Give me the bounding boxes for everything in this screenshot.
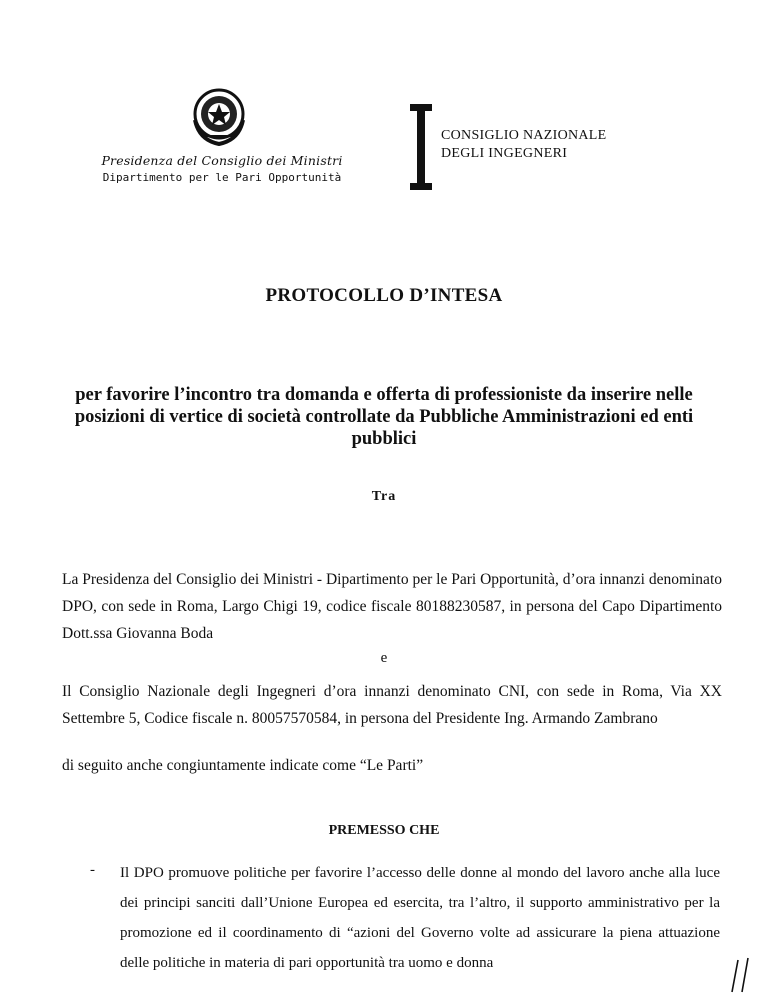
cni-name-line2: DEGLI INGEGNERI	[441, 146, 568, 161]
conjunction: e	[380, 650, 388, 666]
handwritten-initials	[718, 954, 758, 994]
office-name: Presidenza del Consiglio dei Ministri	[101, 153, 343, 168]
emblem-icon	[183, 80, 255, 152]
cni-name-line1: CONSIGLIO NAZIONALE	[441, 128, 607, 143]
document-subtitle: per favorire l’incontro tra domanda e offerta di professioniste da inserire nelle posizioni di vertice di società controllate da Pubbliche Amministrazioni ed enti pubblici	[74, 385, 694, 449]
premesso-heading: PREMESSO CHE	[328, 823, 440, 838]
party-one-paragraph: La Presidenza del Consiglio dei Ministri - Dipartimento per le Pari Opportunità, d’ora innanzi denominato DPO, con sede in Roma, Largo Chigi 19, codice fiscale 80188230587, in persona del Capo Dipartimento Dott.ssa Giovanna Boda	[62, 571, 722, 642]
cni-logo	[408, 104, 434, 190]
party-two-paragraph: Il Consiglio Nazionale degli Ingegneri d’ora innanzi denominato CNI, con sede in Roma, Via XX Settembre 5, Codice fiscale n. 80057570584, in persona del Presidente Ing. Armando Zambrano	[62, 683, 722, 727]
bullet-marker: -	[90, 862, 95, 878]
premise-bullet: Il DPO promuove politiche per favorire l’accesso delle donne al mondo del lavoro anche alla luce dei principi sanciti dall’Unione Europea ed esercita, tra l’altro, il supporto amministrativo per la promozione ed il coordinamento di “azioni del Governo volte ad assicurare la piena attuazione delle politiche in materia di pari opportunità tra uomo e donna	[120, 865, 720, 971]
tra-label: Tra	[371, 489, 397, 504]
document-title: PROTOCOLLO D’INTESA	[265, 285, 503, 306]
department-name: Dipartimento per le Pari Opportunità	[102, 171, 342, 184]
joint-parties-paragraph: di seguito anche congiuntamente indicate come “Le Parti”	[62, 757, 424, 774]
